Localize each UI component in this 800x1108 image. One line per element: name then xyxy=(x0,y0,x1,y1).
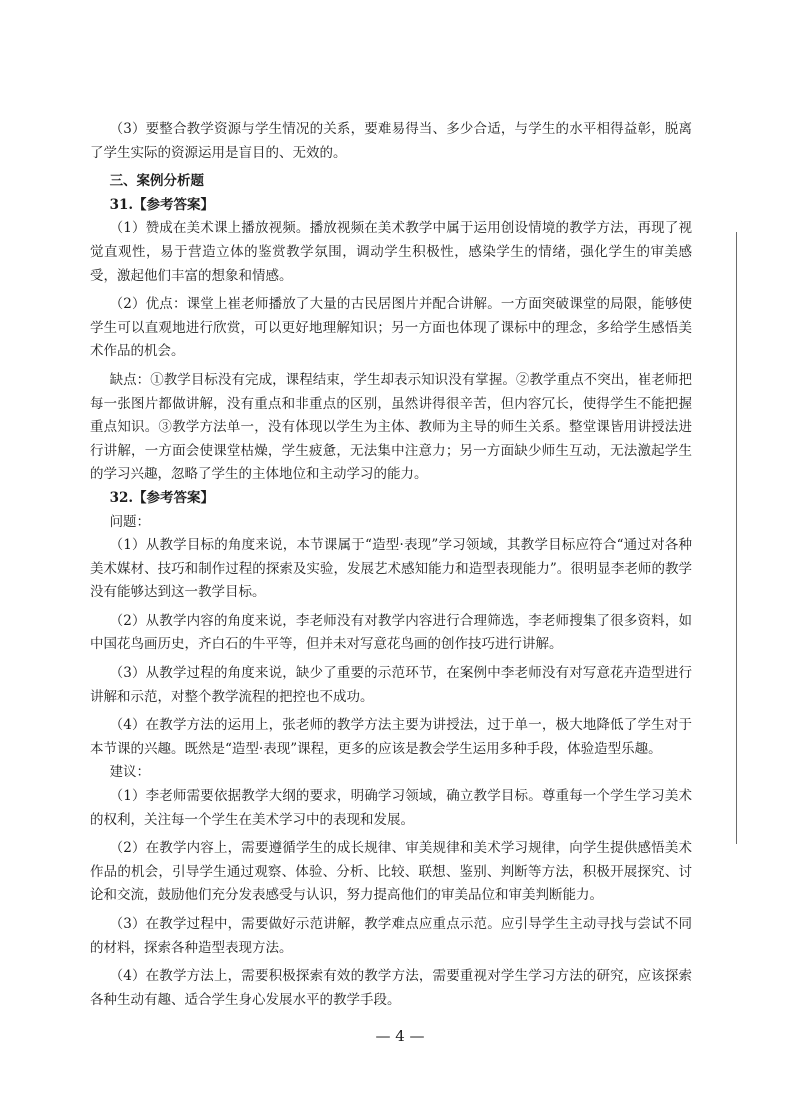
suggestion-4: （4）在教学方法上，需要积极探索有效的教学方法，需要重视对学生学习方法的研究，应该探索各种生动有趣、适合学生身心发展水平的教学手段。 xyxy=(90,968,692,1008)
section-heading-case-analysis: 三、案例分析题 xyxy=(109,173,205,190)
answer-heading-32: 32.【参考答案】 xyxy=(109,489,215,506)
document-body xyxy=(90,118,692,1012)
paragraph-32-4: （4）在教学方法的运用上，张老师的教学方法主要为讲授法，过于单一，极大地降低了学生对于本节课的兴趣。既然是“造型·表现”课程，更多的应该是教会学生运用多种手段，体验造型乐趣。 xyxy=(90,717,692,757)
paragraph-32-2: （2）从教学内容的角度来说，李老师没有对教学内容进行合理筛选，李老师搜集了很多资料，如中国花鸟画历史，齐白石的牛平等，但并未对写意花鸟画的创作技巧进行讲解。 xyxy=(90,612,692,653)
paragraph-31-1: （1）赞成在美术课上播放视频。播放视频在美术教学中属于运用创设情境的教学方法，再现了视觉直观性，易于营造立体的鉴赏教学氛围，调动学生积极性，感染学生的情绪，强化学生的审美感受，激起他们丰富的想象和情感。 xyxy=(90,220,692,284)
suggestion-3: （3）在教学过程中，需要做好示范讲解，教学难点应重点示范。应引导学生主动寻找与尝试不同的材料，探索各种造型表现方法。 xyxy=(90,916,692,956)
label-problems: 问题： xyxy=(109,513,151,530)
paragraph-31-2: （2）优点：课堂上崔老师播放了大量的古民居图片并配合讲解。一方面突破课堂的局限，能够使学生可以直观地进行欣赏，可以更好地理解知识；另一方面也体现了课标中的理念，多给学生感悟美术作品的机会。 xyxy=(90,296,692,360)
suggestion-1: （1）李老师需要依据教学大纲的要求，明确学习领域，确立教学目标。尊重每一个学生学习美术的权利，关注每一个学生在美术学习中的表现和发展。 xyxy=(90,788,692,828)
scan-margin-line xyxy=(736,232,737,844)
paragraph-32-1: （1）从教学目标的角度来说，本节课属于“造型·表现”学习领域，其教学目标应符合“通过对各种美术媒材、技巧和制作过程的探索及实验，发展艺术感知能力和造型表现能力”。很明显李老师的教学没有能够达到这一教学目标。 xyxy=(90,537,692,601)
paragraph-31-weakness: 缺点：①教学目标没有完成，课程结束，学生却表示知识没有掌握。②教学重点不突出，崔老师把每一张图片都做讲解，没有重点和非重点的区别，虽然讲得很辛苦，但内容冗长，使得学生不能把握重点知识。③教学方法单一，没有体现以学生为主体、教师为主导的师生关系。整堂课皆用讲授法进行讲解，一方面会使课堂枯燥，学生疲惫，无法集中注意力；另一方面缺少师生互动，无法激起学生的学习兴趣，忽略了学生的主体地位和主动学习的能力。 xyxy=(90,371,692,483)
page-number: — 4 — xyxy=(375,1027,425,1045)
answer-heading-31: 31.【参考答案】 xyxy=(109,196,215,213)
label-suggestions: 建议： xyxy=(109,764,151,781)
paragraph-32-3: （3）从教学过程的角度来说，缺少了重要的示范环节，在案例中李老师没有对写意花卉造型进行讲解和示范，对整个教学流程的把控也不成功。 xyxy=(90,665,692,705)
suggestion-2: （2）在教学内容上，需要遵循学生的成长规律、审美规律和美术学习规律，向学生提供感悟美术作品的机会，引导学生通过观察、体验、分析、比较、联想、鉴别、判断等方法，积极开展探究、讨论和交流，鼓励他们充分发表感受与认识，努力提高他们的审美品位和审美判断能力。 xyxy=(90,840,692,904)
paragraph-3: （3）要整合教学资源与学生情况的关系，要难易得当、多少合适，与学生的水平相得益彰，脱离了学生实际的资源运用是盲目的、无效的。 xyxy=(90,121,692,161)
